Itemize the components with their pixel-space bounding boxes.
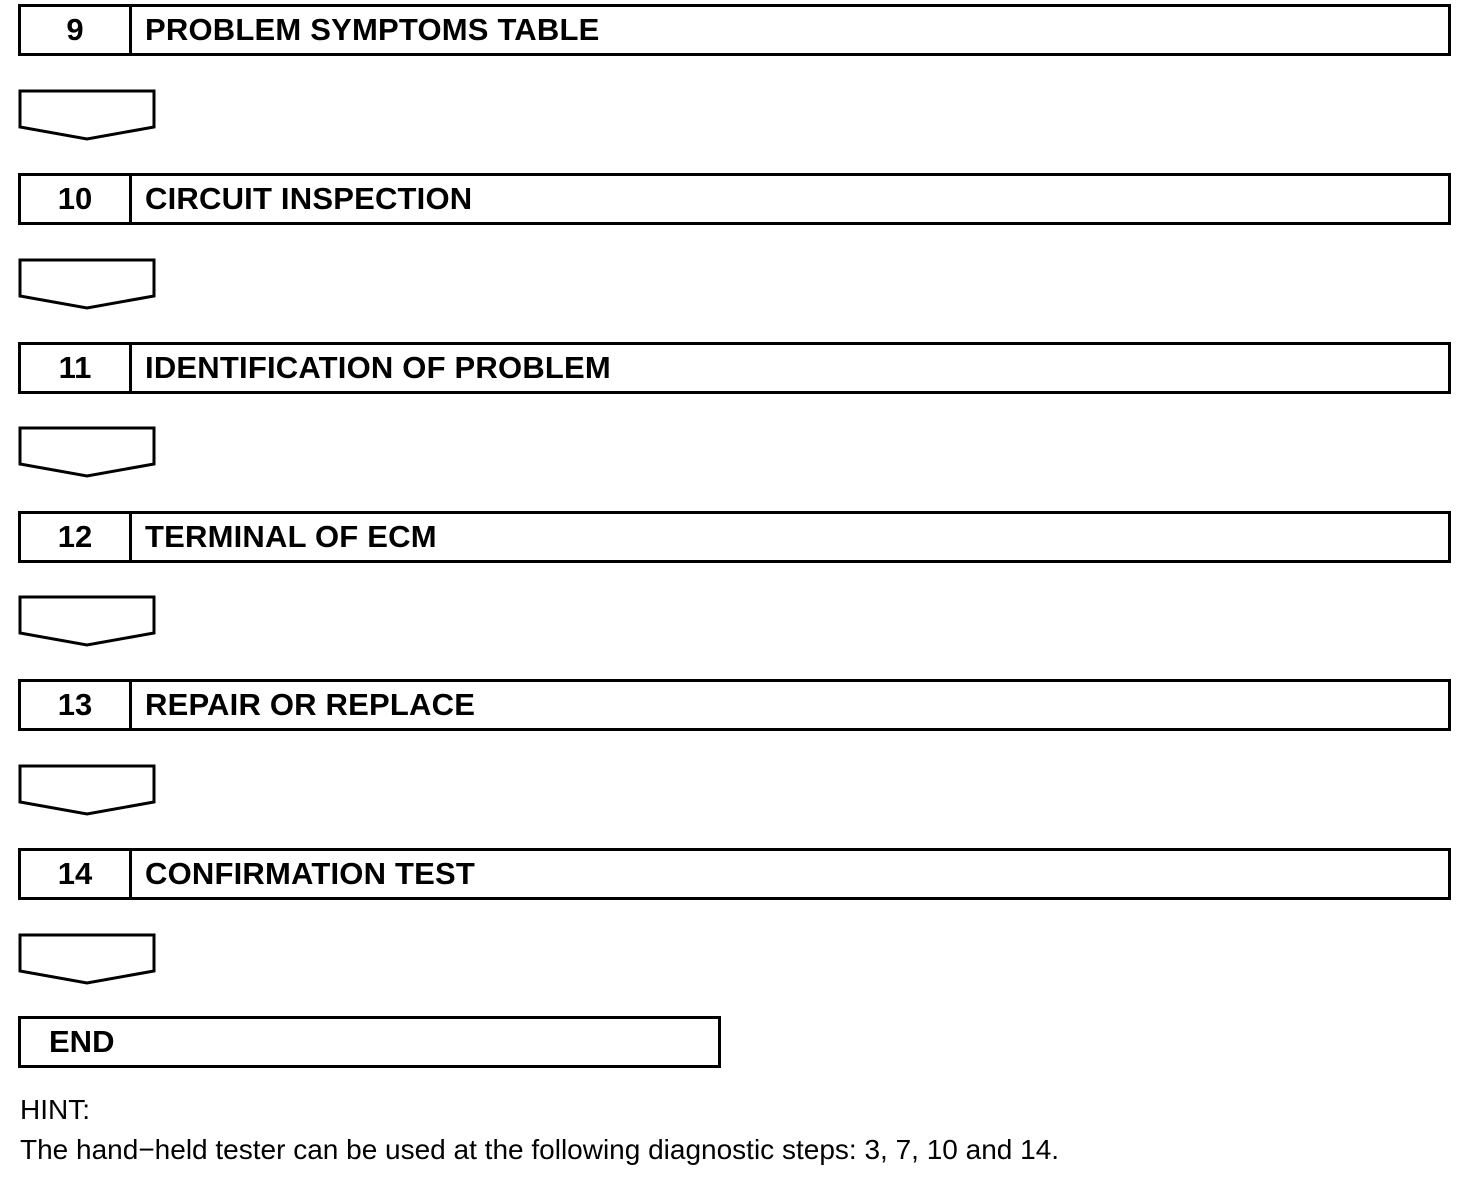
flow-arrow-icon [18,595,156,647]
step-title: CONFIRMATION TEST [145,856,476,891]
step-number: 10 [21,176,132,222]
step-title: IDENTIFICATION OF PROBLEM [145,350,611,385]
step-box-9 [18,4,1451,56]
end-box: END [18,1016,721,1068]
step-box-14 [18,848,1451,900]
step-title: CIRCUIT INSPECTION [145,181,473,216]
step-title: TERMINAL OF ECM [145,519,437,554]
step-box-11 [18,342,1451,394]
step-title: REPAIR OR REPLACE [145,687,476,722]
step-box-12 [18,511,1451,563]
step-box-10 [18,173,1451,225]
flow-arrow-icon [18,89,156,141]
step-box-13 [18,679,1451,731]
flow-arrow-icon [18,426,156,478]
hint-text: The hand−held tester can be used at the following diagnostic steps: 3, 7, 10 and 14. [20,1134,1060,1165]
step-number: 12 [21,514,132,560]
step-number: 13 [21,682,132,728]
flow-arrow-icon [18,933,156,985]
step-number: 9 [21,7,132,53]
flow-arrow-icon [18,258,156,310]
step-number: 11 [21,345,132,391]
step-number: 14 [21,851,132,897]
hint-label: HINT: [20,1094,90,1125]
flow-arrow-icon [18,764,156,816]
step-title: PROBLEM SYMPTOMS TABLE [145,12,600,47]
